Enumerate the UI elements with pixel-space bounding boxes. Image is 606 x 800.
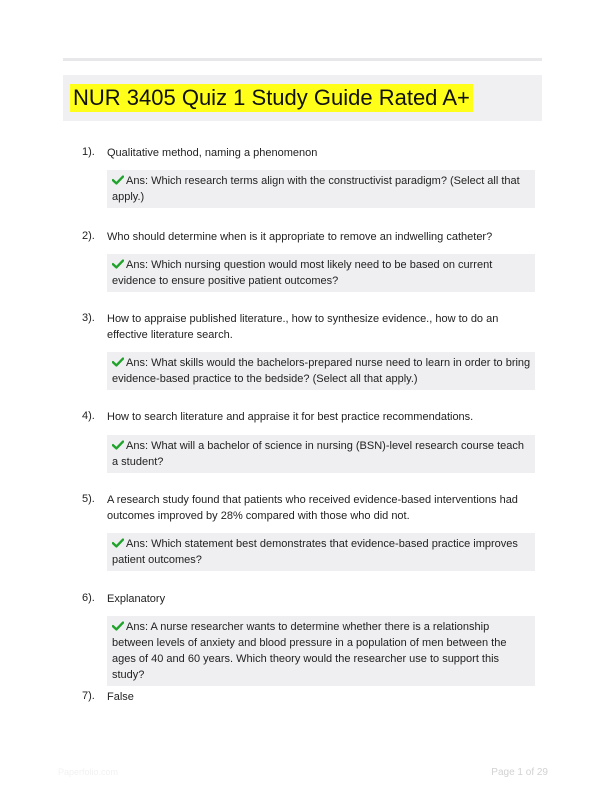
question-text: False: [107, 691, 134, 703]
question-text: A research study found that patients who received evidence-based interventions had outcomes improved by 28% compared with those who did not.: [107, 494, 518, 522]
answer-text: Ans: Which nursing question would most likely need to be based on current evidence to ensure positive patient outcomes?: [112, 259, 493, 287]
answer-text: Ans: What will a bachelor of science in nursing (BSN)-level research course teach a student?: [112, 440, 525, 468]
question-text: Who should determine when is it appropriate to remove an indwelling catheter?: [107, 231, 493, 243]
check-icon: [112, 357, 124, 367]
check-icon: [112, 175, 124, 185]
question-number: 5).: [82, 493, 95, 505]
question-number: 6).: [82, 592, 95, 604]
question-number: 4).: [82, 410, 95, 422]
question-number: 3).: [82, 312, 95, 324]
answer-box: [107, 616, 535, 686]
answer-text: Ans: Which statement best demonstrates that evidence-based practice improves patient outcomes?: [112, 538, 518, 566]
answer-text: Ans: A nurse researcher wants to determine whether there is a relationship between levels of anxiety and blood pressure in a population of men between the ages of 40 and 60 years. Which theory would the researcher use to support this study?: [112, 621, 507, 681]
check-icon: [112, 538, 124, 548]
answer-box: [107, 435, 535, 473]
check-icon: [112, 440, 124, 450]
page-number: Page 1 of 29: [491, 767, 548, 778]
answer-box: [107, 170, 535, 208]
answer-text: Ans: What skills would the bachelors-prepared nurse need to learn in order to bring evidence-based practice to the bedside? (Select all that apply.): [112, 357, 531, 385]
question-text: How to search literature and appraise it for best practice recommendations.: [107, 411, 474, 423]
footer-watermark: Paperfolio.com: [58, 767, 119, 777]
answer-text: Ans: Which research terms align with the constructivist paradigm? (Select all that apply.): [112, 175, 520, 203]
question-number: 1).: [82, 146, 95, 158]
answer-box: [107, 352, 535, 390]
top-divider: [63, 58, 542, 61]
answer-box: [107, 254, 535, 292]
answer-box: [107, 533, 535, 571]
question-number: 2).: [82, 230, 95, 242]
document-title: NUR 3405 Quiz 1 Study Guide Rated A+: [70, 84, 473, 112]
check-icon: [112, 259, 124, 269]
question-number: 7).: [82, 690, 95, 702]
check-icon: [112, 621, 124, 631]
question-text: How to appraise published literature., how to synthesize evidence., how to do an effective literature search.: [107, 313, 499, 341]
title-band: [63, 75, 542, 121]
question-text: Explanatory: [107, 593, 166, 605]
question-text: Qualitative method, naming a phenomenon: [107, 147, 318, 159]
